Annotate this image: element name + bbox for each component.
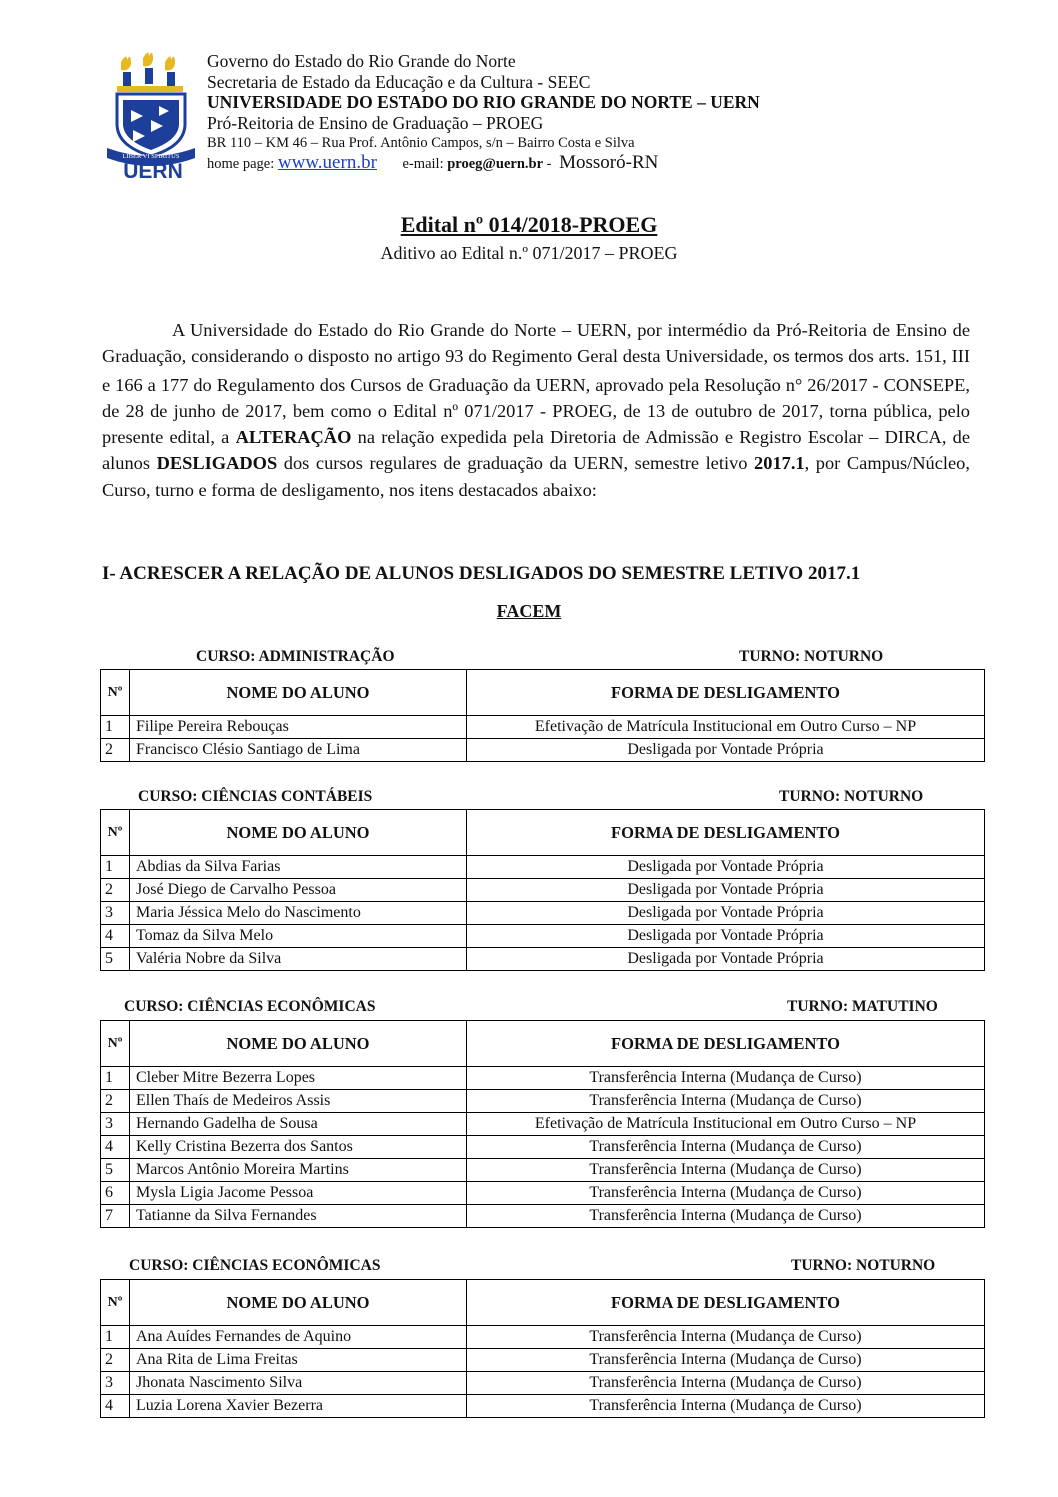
header-line-secretariat: Secretaria de Estado da Educação e da Cultura - SEEC <box>207 71 591 92</box>
row-student-name: Luzia Lorena Xavier Bezerra <box>130 1395 467 1418</box>
row-form: Transferência Interna (Mudança de Curso) <box>467 1395 985 1418</box>
row-form: Transferência Interna (Mudança de Curso) <box>467 1349 985 1372</box>
row-num: 5 <box>101 1159 130 1182</box>
section-title: I- ACRESCER A RELAÇÃO DE ALUNOS DESLIGADOS DO SEMESTRE LETIVO 2017.1 <box>102 563 861 584</box>
table-row <box>101 1372 985 1395</box>
table-row <box>101 925 985 948</box>
row-student-name: Valéria Nobre da Silva <box>130 948 467 971</box>
students-table <box>100 1279 985 1418</box>
row-num: 4 <box>101 1395 130 1418</box>
row-num: 6 <box>101 1182 130 1205</box>
table-row <box>101 948 985 971</box>
header-num: Nº <box>101 1280 130 1326</box>
row-num: 1 <box>101 1326 130 1349</box>
course-shift: TURNO: NOTURNO <box>791 1257 936 1274</box>
email-address[interactable]: proeg@uern.br <box>447 156 544 172</box>
home-page-label: home page: <box>207 156 275 172</box>
header-name: NOME DO ALUNO <box>130 1280 467 1326</box>
body-part-2: os termos <box>772 349 844 367</box>
table-row <box>101 1090 985 1113</box>
row-form: Desligada por Vontade Própria <box>467 739 985 762</box>
course-name: CURSO: CIÊNCIAS CONTÁBEIS <box>138 788 373 805</box>
email-label: e-mail: <box>402 156 444 172</box>
course-name: CURSO: ADMINISTRAÇÃO <box>196 648 395 665</box>
header-num: Nº <box>101 810 130 856</box>
course-name: CURSO: CIÊNCIAS ECONÔMICAS <box>124 998 376 1015</box>
course-shift: TURNO: NOTURNO <box>739 648 884 665</box>
row-num: 2 <box>101 879 130 902</box>
row-form: Desligada por Vontade Própria <box>467 948 985 971</box>
row-form: Desligada por Vontade Própria <box>467 879 985 902</box>
table-row <box>101 1113 985 1136</box>
row-num: 2 <box>101 1090 130 1113</box>
row-student-name: Marcos Antônio Moreira Martins <box>130 1159 467 1182</box>
logo-wordmark: UERN <box>123 160 183 182</box>
table-row <box>101 1136 985 1159</box>
header-line-government: Governo do Estado do Rio Grande do Norte <box>207 51 516 71</box>
row-form: Desligada por Vontade Própria <box>467 902 985 925</box>
table-row <box>101 1182 985 1205</box>
header-num: Nº <box>101 670 130 716</box>
row-num: 2 <box>101 739 130 762</box>
header-num: Nº <box>101 1021 130 1067</box>
row-num: 4 <box>101 925 130 948</box>
table-row <box>101 1067 985 1090</box>
home-page-link[interactable]: www.uern.br <box>277 152 377 173</box>
body-part-6: , por Campus/Núcleo, Curso, turno e forma de desligamento, nos itens destacados abaixo: <box>102 453 970 500</box>
row-student-name: Maria Jéssica Melo do Nascimento <box>130 902 467 925</box>
row-student-name: José Diego de Carvalho Pessoa <box>130 879 467 902</box>
edict-subtitle: Aditivo ao Edital n.º 071/2017 – PROEG <box>380 243 678 263</box>
row-student-name: Kelly Cristina Bezerra dos Santos <box>130 1136 467 1159</box>
row-student-name: Cleber Mitre Bezerra Lopes <box>130 1067 467 1090</box>
row-num: 1 <box>101 716 130 739</box>
table-row <box>101 1349 985 1372</box>
course-shift: TURNO: MATUTINO <box>787 998 938 1015</box>
edict-title: Edital nº 014/2018-PROEG <box>400 212 658 237</box>
row-student-name: Ana Auídes Fernandes de Aquino <box>130 1326 467 1349</box>
row-form: Desligada por Vontade Própria <box>467 856 985 879</box>
row-form: Transferência Interna (Mudança de Curso) <box>467 1326 985 1349</box>
row-student-name: Tomaz da Silva Melo <box>130 925 467 948</box>
table-header-row <box>101 1021 985 1067</box>
row-form: Transferência Interna (Mudança de Curso) <box>467 1159 985 1182</box>
table-row <box>101 1159 985 1182</box>
table-row <box>101 856 985 879</box>
row-student-name: Ana Rita de Lima Freitas <box>130 1349 467 1372</box>
table-row <box>101 902 985 925</box>
body-part-5: dos cursos regulares de graduação da UERN, semestre letivo <box>283 453 748 474</box>
row-num: 3 <box>101 1113 130 1136</box>
shield-icon <box>117 94 185 156</box>
header-form: FORMA DE DESLIGAMENTO <box>467 810 985 856</box>
row-num: 1 <box>101 1067 130 1090</box>
table-header-row <box>101 1280 985 1326</box>
body-bold-alteracao: ALTERAÇÃO <box>235 427 352 448</box>
edict-body-paragraph <box>102 317 970 503</box>
body-part-4: na relação expedida pela Diretoria de Admissão e Registro Escolar – DIRCA, de alunos <box>102 427 971 474</box>
row-student-name: Francisco Clésio Santiago de Lima <box>130 739 467 762</box>
header-name: NOME DO ALUNO <box>130 1021 467 1067</box>
header-name: NOME DO ALUNO <box>130 670 467 716</box>
body-bold-desligados: DESLIGADOS <box>156 453 278 474</box>
header-line-university: UNIVERSIDADE DO ESTADO DO RIO GRANDE DO NORTE – UERN <box>207 92 760 112</box>
row-student-name: Abdias da Silva Farias <box>130 856 467 879</box>
row-num: 3 <box>101 1372 130 1395</box>
row-student-name: Filipe Pereira Rebouças <box>130 716 467 739</box>
row-form: Transferência Interna (Mudança de Curso) <box>467 1136 985 1159</box>
campus-title: FACEM <box>496 601 562 621</box>
uern-logo <box>103 50 203 182</box>
course-shift: TURNO: NOTURNO <box>779 788 924 805</box>
header-name: NOME DO ALUNO <box>130 810 467 856</box>
row-num: 7 <box>101 1205 130 1228</box>
body-part-1: A Universidade do Estado do Rio Grande do Norte – UERN, por intermédio da Pró-Reitoria de Ensino de Graduação, considerando o disposto no artigo 93 do Regimento Geral desta Universidade, <box>102 320 970 367</box>
row-student-name: Ellen Thaís de Medeiros Assis <box>130 1090 467 1113</box>
table-row <box>101 1326 985 1349</box>
body-part-3: dos arts. 151, III e 166 a 177 do Regulamento dos Cursos de Graduação da UERN, aprovado pela Resolução n° 26/2017 - CONSEPE, de 28 de junho de 2017, bem como o Edital nº 071/2017 - PROEG, de 13 de outubro de 2017, torna pública, pelo presente edital, a <box>102 346 970 448</box>
table-row <box>101 1205 985 1228</box>
header-line-contact <box>207 153 760 174</box>
torch-icon <box>117 52 183 92</box>
header-form: FORMA DE DESLIGAMENTO <box>467 670 985 716</box>
table-row <box>101 716 985 739</box>
row-student-name: Tatianne da Silva Fernandes <box>130 1205 467 1228</box>
row-student-name: Mysla Ligia Jacome Pessoa <box>130 1182 467 1205</box>
row-num: 2 <box>101 1349 130 1372</box>
students-table <box>100 1020 985 1228</box>
header-line-address: BR 110 – KM 46 – Rua Prof. Antônio Campos, s/n – Bairro Costa e Silva <box>207 135 635 151</box>
header-form: FORMA DE DESLIGAMENTO <box>467 1021 985 1067</box>
table-header-row <box>101 810 985 856</box>
row-form: Efetivação de Matrícula Institucional em Outro Curso – NP <box>467 1113 985 1136</box>
header-line-proeg: Pró-Reitoria de Ensino de Graduação – PROEG <box>207 112 544 133</box>
row-form: Transferência Interna (Mudança de Curso) <box>467 1090 985 1113</box>
row-student-name: Hernando Gadelha de Sousa <box>130 1113 467 1136</box>
row-form: Efetivação de Matrícula Institucional em Outro Curso – NP <box>467 716 985 739</box>
students-table <box>100 809 985 971</box>
svg-text:LIBER VI SPIRITUS: LIBER VI SPIRITUS <box>122 153 180 160</box>
course-name: CURSO: CIÊNCIAS ECONÔMICAS <box>129 1257 381 1274</box>
email-separator: - <box>543 156 552 172</box>
city-name: Mossoró-RN <box>559 152 659 173</box>
row-form: Transferência Interna (Mudança de Curso) <box>467 1067 985 1090</box>
table-row <box>101 739 985 762</box>
institution-header <box>207 51 760 174</box>
table-header-row <box>101 670 985 716</box>
row-form: Transferência Interna (Mudança de Curso) <box>467 1372 985 1395</box>
row-num: 1 <box>101 856 130 879</box>
row-student-name: Jhonata Nascimento Silva <box>130 1372 467 1395</box>
table-row <box>101 1395 985 1418</box>
body-bold-semester: 2017.1 <box>754 453 805 474</box>
header-form: FORMA DE DESLIGAMENTO <box>467 1280 985 1326</box>
row-num: 4 <box>101 1136 130 1159</box>
row-num: 3 <box>101 902 130 925</box>
row-form: Transferência Interna (Mudança de Curso) <box>467 1205 985 1228</box>
table-row <box>101 879 985 902</box>
row-num: 5 <box>101 948 130 971</box>
students-table <box>100 669 985 762</box>
row-form: Transferência Interna (Mudança de Curso) <box>467 1182 985 1205</box>
row-form: Desligada por Vontade Própria <box>467 925 985 948</box>
